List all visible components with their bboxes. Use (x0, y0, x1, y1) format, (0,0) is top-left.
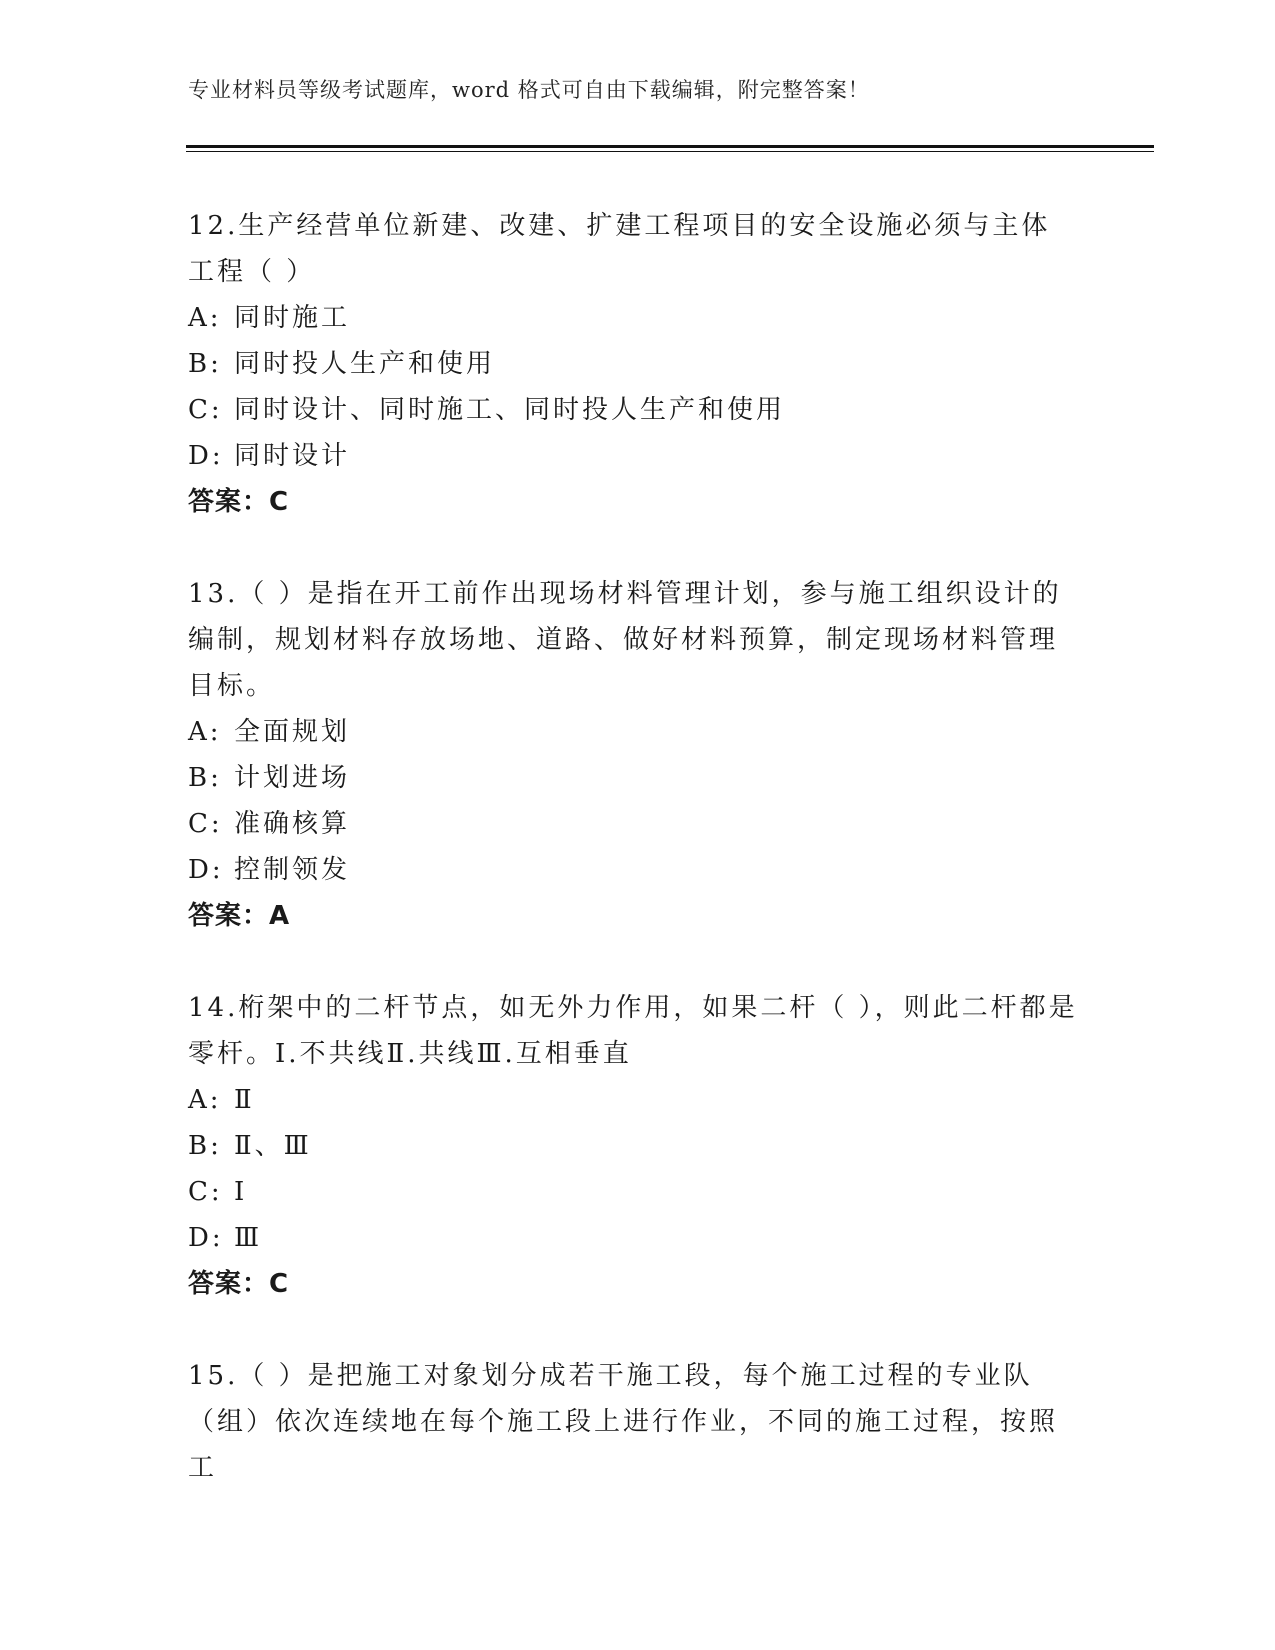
option-text: 同时设计、同时施工、同时投人生产和使用 (234, 395, 786, 425)
answer: 答案：A (188, 901, 291, 931)
option-d (188, 847, 1078, 893)
option-key: B: (188, 349, 222, 379)
page-header: 专业材料员等级考试题库，word 格式可自由下载编辑，附完整答案！ (188, 78, 870, 102)
option-key: C: (188, 395, 223, 425)
question-stem: 14.桁架中的二杆节点，如无外力作用，如果二杆（ ），则此二杆都是零杆。I.不共线Ⅱ.共线Ⅲ.互相垂直 (188, 993, 1078, 1069)
option-d (188, 433, 1078, 479)
option-text: 同时设计 (234, 441, 351, 471)
header-rule-thick (186, 145, 1154, 148)
option-key: D: (188, 441, 224, 471)
option-text: 同时施工 (234, 303, 351, 333)
option-key: C: (188, 1177, 223, 1207)
option-key: B: (188, 763, 222, 793)
question-list (188, 203, 1078, 1537)
option-text: 准确核算 (234, 809, 351, 839)
question-12 (188, 203, 1078, 525)
option-key: A: (188, 1085, 222, 1115)
option-text: Ⅱ、Ⅲ (234, 1131, 312, 1161)
option-key: A: (188, 303, 222, 333)
option-text: Ⅱ (234, 1085, 255, 1115)
option-d (188, 1215, 1078, 1261)
answer: 答案：C (188, 487, 290, 517)
option-key: D: (188, 855, 224, 885)
option-text: 控制领发 (234, 855, 351, 885)
option-a (188, 1077, 1078, 1123)
question-15 (188, 1353, 1078, 1491)
header-rule-thin (186, 151, 1154, 152)
option-c (188, 801, 1078, 847)
option-key: C: (188, 809, 223, 839)
question-14 (188, 985, 1078, 1307)
option-text: Ⅲ (234, 1223, 263, 1253)
option-key: B: (188, 1131, 222, 1161)
option-b (188, 1123, 1078, 1169)
answer: 答案：C (188, 1269, 290, 1299)
option-a (188, 295, 1078, 341)
option-key: D: (188, 1223, 224, 1253)
option-b (188, 341, 1078, 387)
option-key: A: (188, 717, 222, 747)
option-text: Ⅰ (234, 1177, 248, 1207)
option-text: 计划进场 (234, 763, 351, 793)
question-stem: 12.生产经营单位新建、改建、扩建工程项目的安全设施必须与主体工程（ ） (188, 211, 1051, 287)
option-b (188, 755, 1078, 801)
question-stem: 15.（ ）是把施工对象划分成若干施工段，每个施工过程的专业队（组）依次连续地在每个施工段上进行作业，不同的施工过程，按照工 (188, 1361, 1059, 1483)
option-c (188, 387, 1078, 433)
option-text: 全面规划 (234, 717, 351, 747)
option-text: 同时投人生产和使用 (234, 349, 496, 379)
question-stem: 13.（ ）是指在开工前作出现场材料管理计划，参与施工组织设计的编制，规划材料存放场地、道路、做好材料预算，制定现场材料管理目标。 (188, 579, 1062, 701)
question-13 (188, 571, 1078, 939)
option-a (188, 709, 1078, 755)
option-c (188, 1169, 1078, 1215)
